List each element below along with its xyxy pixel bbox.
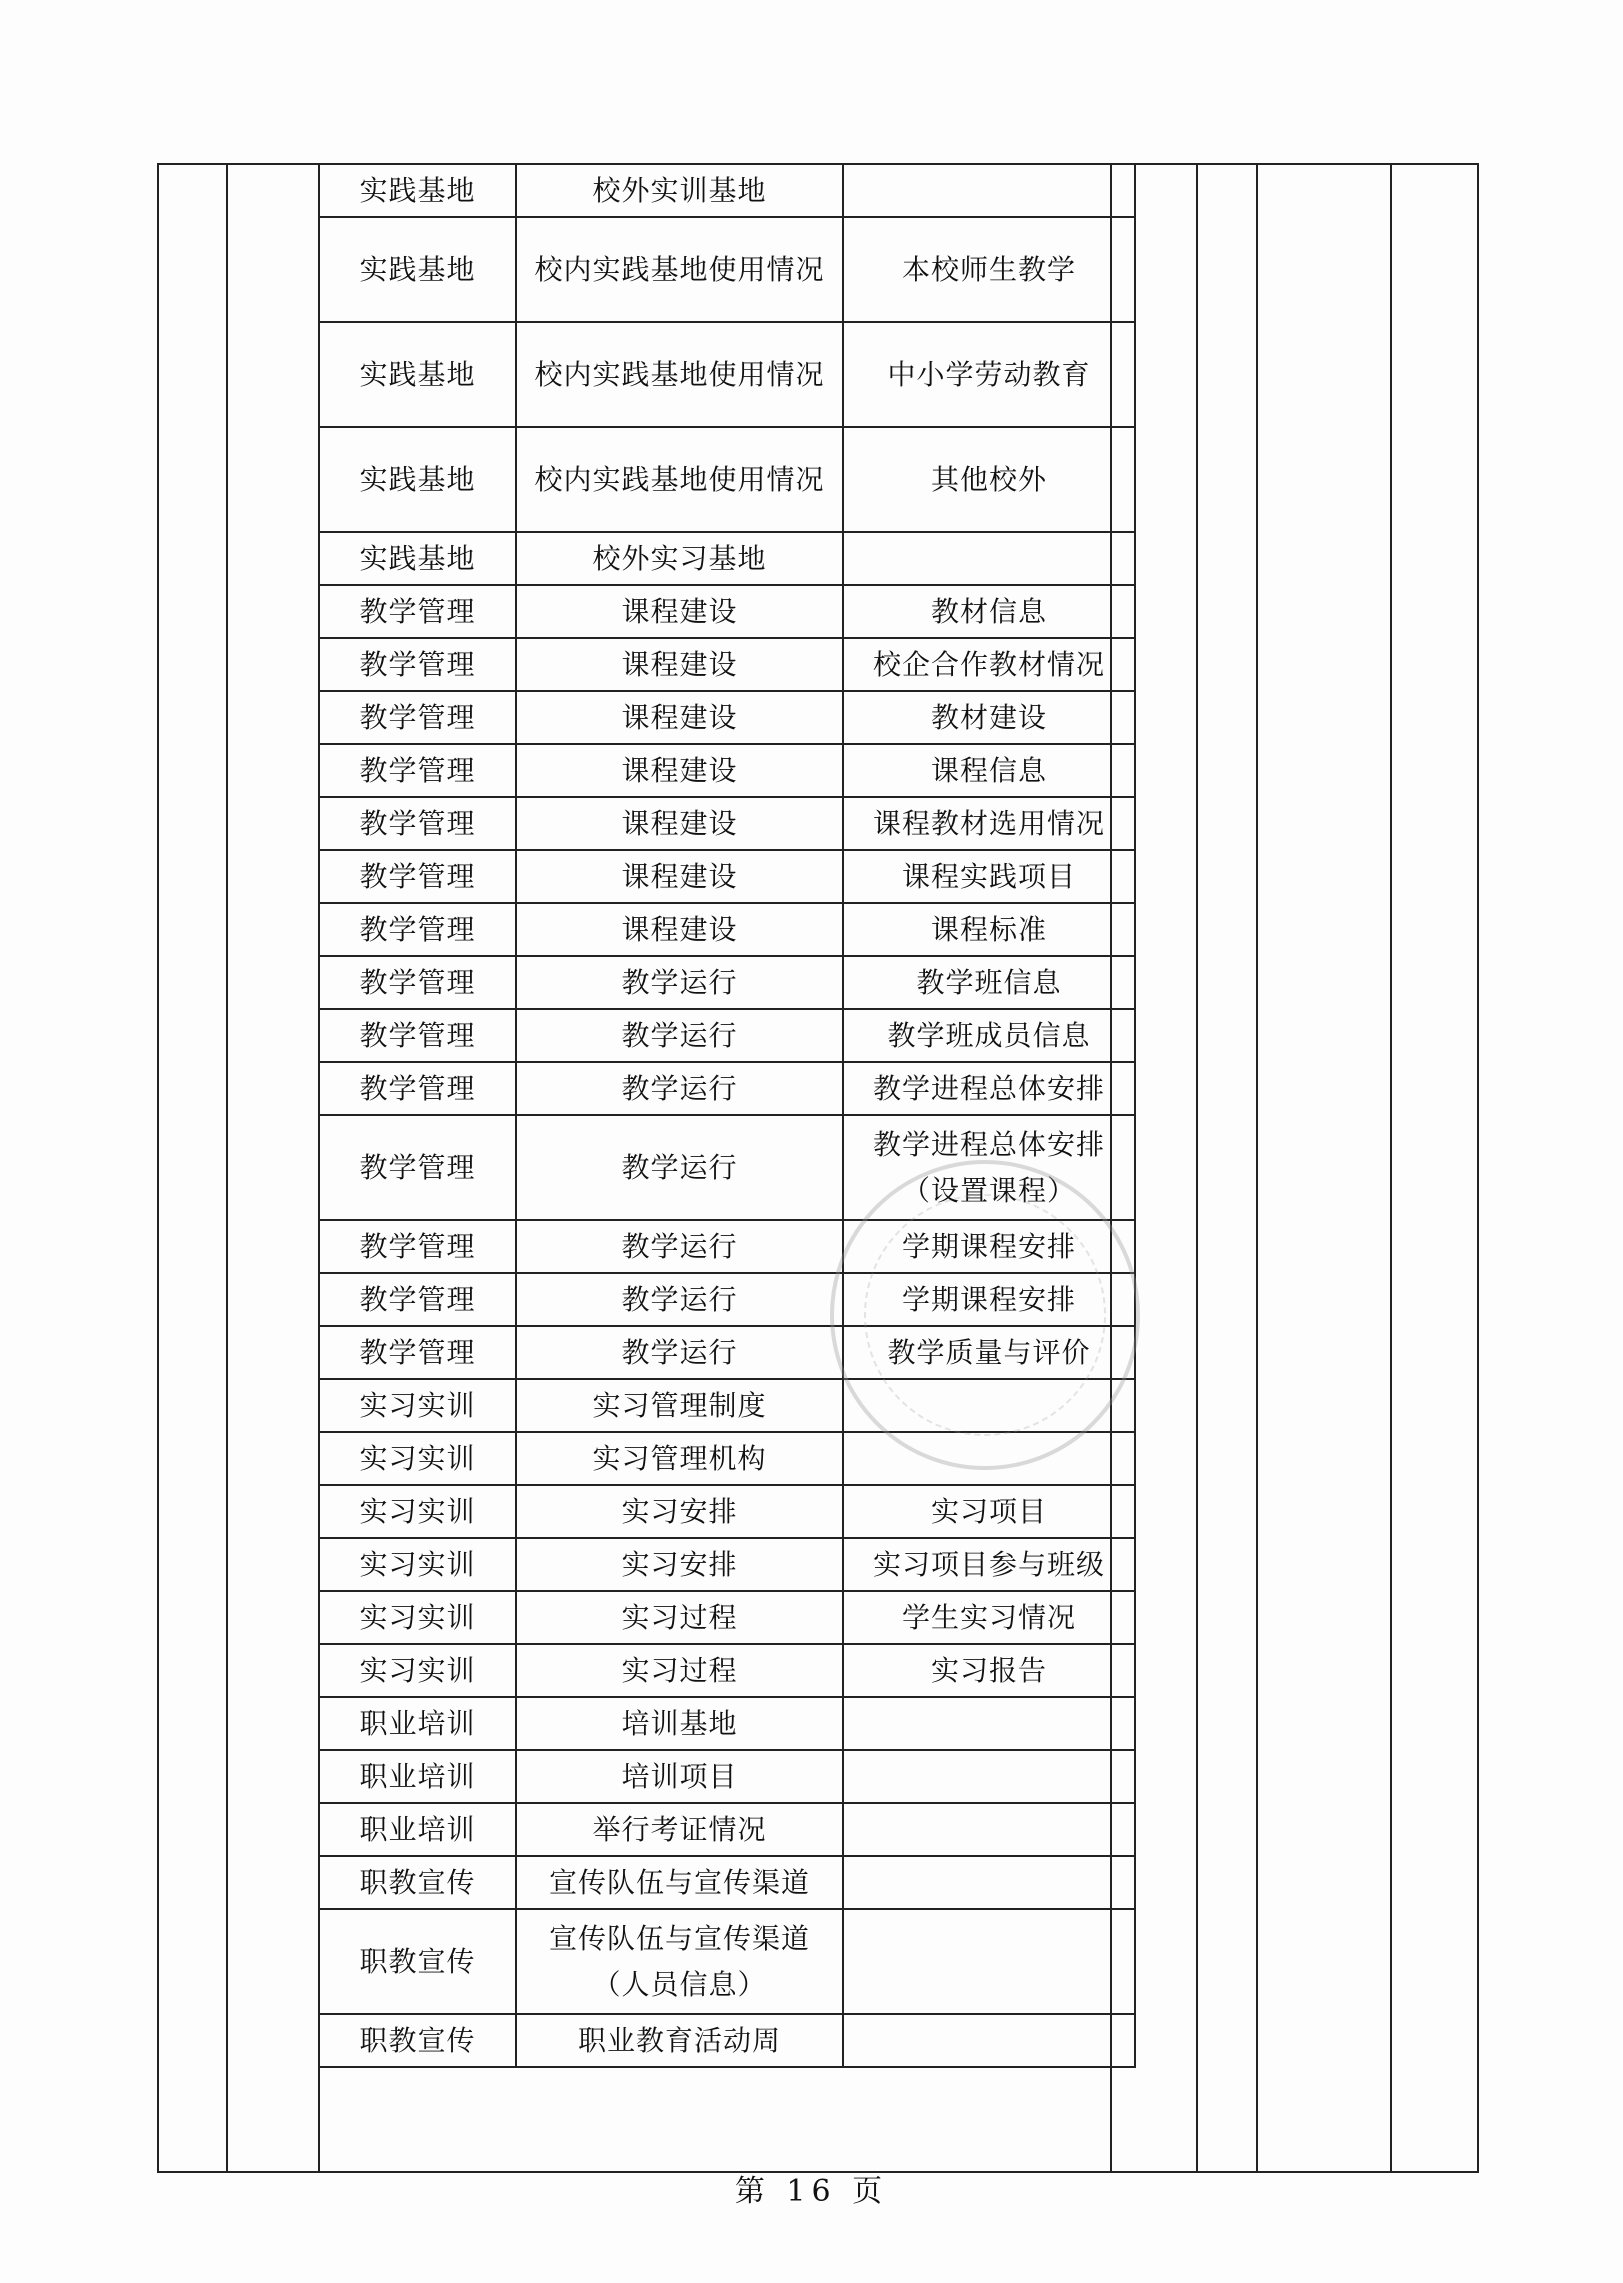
table-row	[319, 797, 1135, 850]
page-number: 第 16 页	[734, 2174, 889, 2209]
table-row	[319, 956, 1135, 1009]
table-cell-c1: 教学管理	[319, 744, 516, 797]
column-divider	[226, 163, 228, 2173]
table-cell-c2: 培训项目	[516, 1750, 843, 1803]
table-cell-c1: 职教宣传	[319, 2014, 516, 2067]
table-cell-c1: 实习实训	[319, 1538, 516, 1591]
table-row	[319, 1009, 1135, 1062]
table-cell-c1: 实习实训	[319, 1379, 516, 1432]
table-cell-c2: 课程建设	[516, 797, 843, 850]
table-cell-c2: 实习过程	[516, 1591, 843, 1644]
table-cell-c3: 中小学劳动教育	[843, 322, 1135, 427]
table-cell-c2: 举行考证情况	[516, 1803, 843, 1856]
table-cell-c3: 实习项目	[843, 1485, 1135, 1538]
column-divider	[1390, 163, 1392, 2173]
table-cell-c3	[843, 1697, 1135, 1750]
table-row	[319, 1062, 1135, 1115]
table-cell-c1: 教学管理	[319, 797, 516, 850]
table-cell-c2: 课程建设	[516, 903, 843, 956]
table-cell-c2: 校内实践基地使用情况	[516, 322, 843, 427]
table-cell-c2: 课程建设	[516, 691, 843, 744]
table-cell-c2: 培训基地	[516, 1697, 843, 1750]
table-cell-c2: 宣传队伍与宣传渠道（人员信息）	[516, 1909, 843, 2014]
table-cell-c1: 实习实训	[319, 1644, 516, 1697]
table-row	[319, 164, 1135, 217]
table-cell-c3: 学期课程安排	[843, 1220, 1135, 1273]
table-cell-c2: 教学运行	[516, 956, 843, 1009]
table-cell-c3: 实习项目参与班级	[843, 1538, 1135, 1591]
table-cell-c3: 课程实践项目	[843, 850, 1135, 903]
table-row	[319, 744, 1135, 797]
table-row	[319, 1803, 1135, 1856]
table-cell-c2: 职业教育活动周	[516, 2014, 843, 2067]
table-cell-c2: 课程建设	[516, 585, 843, 638]
table-cell-c3: 课程信息	[843, 744, 1135, 797]
table-cell-c2: 实习管理机构	[516, 1432, 843, 1485]
table-row	[319, 1538, 1135, 1591]
table-cell-c2: 教学运行	[516, 1009, 843, 1062]
table-cell-c3	[843, 532, 1135, 585]
table-cell-c3	[843, 1379, 1135, 1432]
table-cell-c1: 职业培训	[319, 1803, 516, 1856]
table-cell-c3: 教材建设	[843, 691, 1135, 744]
table-row	[319, 1273, 1135, 1326]
table-cell-c1: 教学管理	[319, 1115, 516, 1220]
table-row	[319, 585, 1135, 638]
table-cell-c2: 实习过程	[516, 1644, 843, 1697]
table-row	[319, 1485, 1135, 1538]
table-cell-c2: 实习安排	[516, 1485, 843, 1538]
table-cell-c3: 教学质量与评价	[843, 1326, 1135, 1379]
table-row	[319, 638, 1135, 691]
table-cell-c3: 教学进程总体安排（设置课程）	[843, 1115, 1135, 1220]
table-row	[319, 903, 1135, 956]
table-cell-c1: 教学管理	[319, 1326, 516, 1379]
table-cell-c2: 教学运行	[516, 1326, 843, 1379]
table-row	[319, 850, 1135, 903]
table-row	[319, 1856, 1135, 1909]
table-cell-c3	[843, 1856, 1135, 1909]
table-cell-c2: 教学运行	[516, 1062, 843, 1115]
table-cell-c3: 其他校外	[843, 427, 1135, 532]
table-row	[319, 1591, 1135, 1644]
table-cell-c2: 课程建设	[516, 744, 843, 797]
table-cell-c1: 教学管理	[319, 1062, 516, 1115]
table-cell-c1: 教学管理	[319, 956, 516, 1009]
table-cell-c3: 学生实习情况	[843, 1591, 1135, 1644]
table-row	[319, 1750, 1135, 1803]
table-cell-c1: 教学管理	[319, 691, 516, 744]
table-cell-c3	[843, 1432, 1135, 1485]
table-cell-c3: 学期课程安排	[843, 1273, 1135, 1326]
table-cell-c2: 校内实践基地使用情况	[516, 217, 843, 322]
table-cell-c1: 实习实训	[319, 1591, 516, 1644]
table-cell-c2: 宣传队伍与宣传渠道	[516, 1856, 843, 1909]
table-cell-c2: 课程建设	[516, 850, 843, 903]
table-row	[319, 217, 1135, 322]
table-cell-c1: 实践基地	[319, 217, 516, 322]
table-cell-c3	[843, 1803, 1135, 1856]
table-cell-c1: 实习实训	[319, 1485, 516, 1538]
table-cell-c1: 教学管理	[319, 903, 516, 956]
table-cell-c3: 教学进程总体安排	[843, 1062, 1135, 1115]
table-cell-c3: 教材信息	[843, 585, 1135, 638]
table-cell-c1: 教学管理	[319, 1009, 516, 1062]
table-row	[319, 1697, 1135, 1750]
table-cell-c1: 实习实训	[319, 1432, 516, 1485]
table-row	[319, 1115, 1135, 1220]
column-divider	[1196, 163, 1198, 2173]
table-cell-c1: 实践基地	[319, 427, 516, 532]
table-cell-c3	[843, 164, 1135, 217]
table-cell-c2: 课程建设	[516, 638, 843, 691]
data-catalog-table	[318, 163, 1136, 2068]
table-row	[319, 1220, 1135, 1273]
table-cell-c1: 职业培训	[319, 1750, 516, 1803]
table-row	[319, 691, 1135, 744]
table-row	[319, 1326, 1135, 1379]
table-cell-c3: 实习报告	[843, 1644, 1135, 1697]
table-cell-c2: 校外实训基地	[516, 164, 843, 217]
table-row	[319, 1379, 1135, 1432]
column-divider	[1256, 163, 1258, 2173]
table-cell-c3: 课程教材选用情况	[843, 797, 1135, 850]
table-cell-c2: 校外实习基地	[516, 532, 843, 585]
table-cell-c1: 教学管理	[319, 850, 516, 903]
table-cell-c1: 教学管理	[319, 638, 516, 691]
table-cell-c2: 教学运行	[516, 1115, 843, 1220]
table-cell-c1: 教学管理	[319, 1273, 516, 1326]
table-cell-c1: 教学管理	[319, 585, 516, 638]
table-cell-c2: 校内实践基地使用情况	[516, 427, 843, 532]
table-cell-c3	[843, 2014, 1135, 2067]
table-cell-c1: 实践基地	[319, 532, 516, 585]
table-row	[319, 1644, 1135, 1697]
table-cell-c3: 教学班信息	[843, 956, 1135, 1009]
table-cell-c3	[843, 1909, 1135, 2014]
table-cell-c1: 实践基地	[319, 322, 516, 427]
table-cell-c1: 职教宣传	[319, 1856, 516, 1909]
table-cell-c3: 教学班成员信息	[843, 1009, 1135, 1062]
table-row	[319, 322, 1135, 427]
table-row	[319, 1432, 1135, 1485]
table-cell-c3: 课程标准	[843, 903, 1135, 956]
table-cell-c1: 教学管理	[319, 1220, 516, 1273]
table-row	[319, 532, 1135, 585]
table-cell-c1: 实践基地	[319, 164, 516, 217]
table-cell-c2: 实习安排	[516, 1538, 843, 1591]
table-row	[319, 427, 1135, 532]
table-row	[319, 1909, 1135, 2014]
table-cell-c1: 职教宣传	[319, 1909, 516, 2014]
table-row	[319, 2014, 1135, 2067]
table-cell-c3: 本校师生教学	[843, 217, 1135, 322]
table-cell-c2: 教学运行	[516, 1220, 843, 1273]
table-cell-c3	[843, 1750, 1135, 1803]
table-cell-c2: 实习管理制度	[516, 1379, 843, 1432]
table-cell-c2: 教学运行	[516, 1273, 843, 1326]
table-cell-c3: 校企合作教材情况	[843, 638, 1135, 691]
table-cell-c1: 职业培训	[319, 1697, 516, 1750]
